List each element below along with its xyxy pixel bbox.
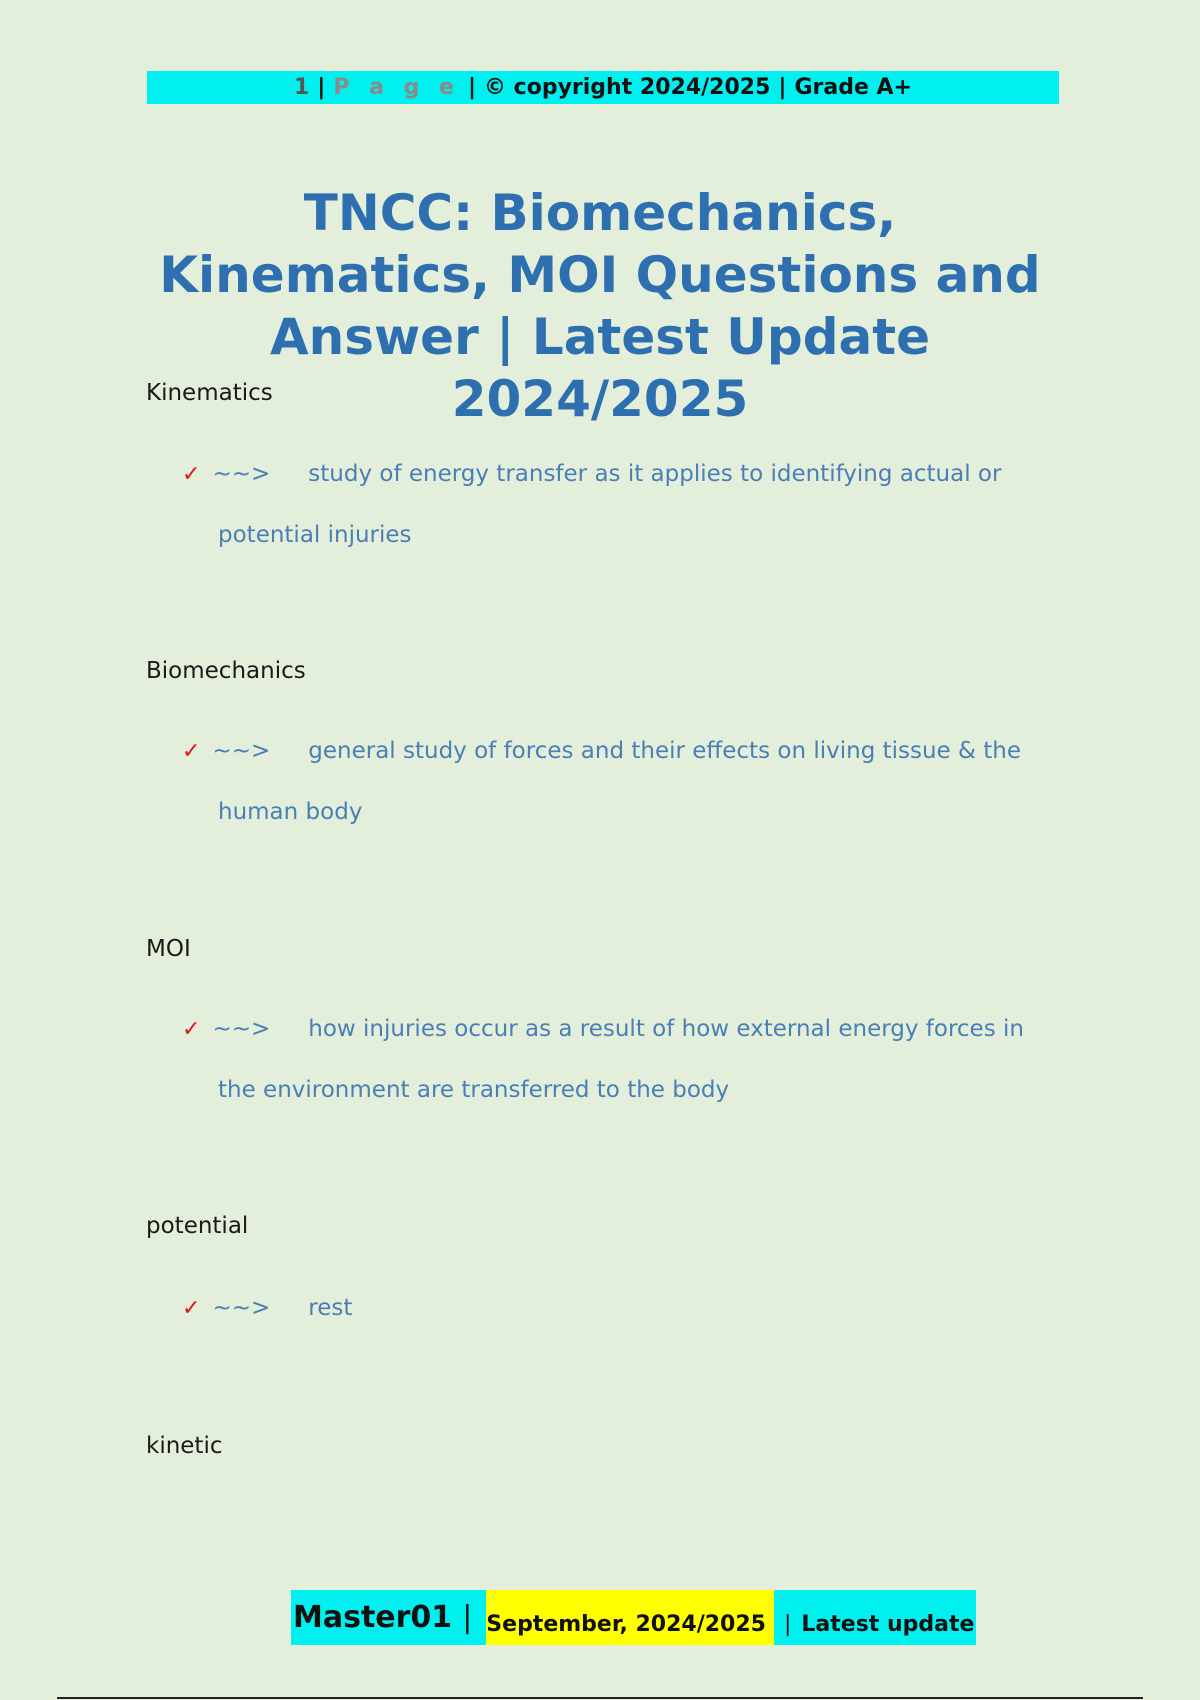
header-separator: |	[778, 75, 787, 100]
answer-block	[182, 999, 1042, 1120]
header-separator: |	[467, 75, 477, 100]
footer-author	[291, 1590, 486, 1645]
footer-separator: |	[462, 1600, 473, 1635]
question-term: potential	[146, 1213, 249, 1239]
arrow-marker: ~~>	[212, 461, 271, 487]
check-icon: ✓	[182, 1296, 201, 1321]
answer-block	[182, 1278, 1042, 1339]
footer-date	[486, 1590, 774, 1645]
question-term: MOI	[146, 936, 191, 962]
question-term: Kinematics	[146, 380, 273, 406]
page-label: P a g e	[333, 75, 460, 100]
footer-status	[774, 1590, 976, 1645]
answer-block	[182, 721, 1042, 842]
check-icon: ✓	[182, 462, 201, 487]
question-term: Biomechanics	[146, 658, 306, 684]
status-text: Latest update	[801, 1612, 975, 1637]
answer-text-line1: general study of forces and their effects on living tissue & the	[308, 738, 1022, 764]
page-header	[147, 71, 1059, 104]
arrow-marker: ~~>	[212, 1016, 271, 1042]
author-name: Master01	[293, 1600, 453, 1635]
answer-text-line1: rest	[308, 1295, 353, 1321]
page-number: 1	[293, 75, 310, 100]
footer-separator: |	[783, 1612, 792, 1637]
check-icon: ✓	[182, 739, 201, 764]
grade-text: Grade A+	[794, 75, 912, 100]
answer-text-line2: potential injuries	[218, 522, 412, 548]
answer-text-line2: human body	[218, 799, 363, 825]
page-footer	[291, 1590, 976, 1645]
answer-text-line1: study of energy transfer as it applies to identifying actual or	[308, 461, 1002, 487]
answer-text-line2: the environment are transferred to the body	[218, 1077, 730, 1103]
bottom-divider	[57, 1697, 1143, 1699]
question-term: kinetic	[146, 1433, 223, 1459]
header-separator: |	[317, 75, 326, 100]
document-title: TNCC: Biomechanics, Kinematics, MOI Questions and Answer | Latest Update 2024/2025	[159, 184, 1041, 428]
check-icon: ✓	[182, 1017, 201, 1042]
answer-text-line1: how injuries occur as a result of how external energy forces in	[308, 1016, 1024, 1042]
answer-block	[182, 444, 1042, 565]
arrow-marker: ~~>	[212, 738, 271, 764]
arrow-marker: ~~>	[212, 1295, 271, 1321]
copyright-text: © copyright 2024/2025	[484, 75, 771, 100]
date-text: September, 2024/2025	[486, 1612, 766, 1637]
